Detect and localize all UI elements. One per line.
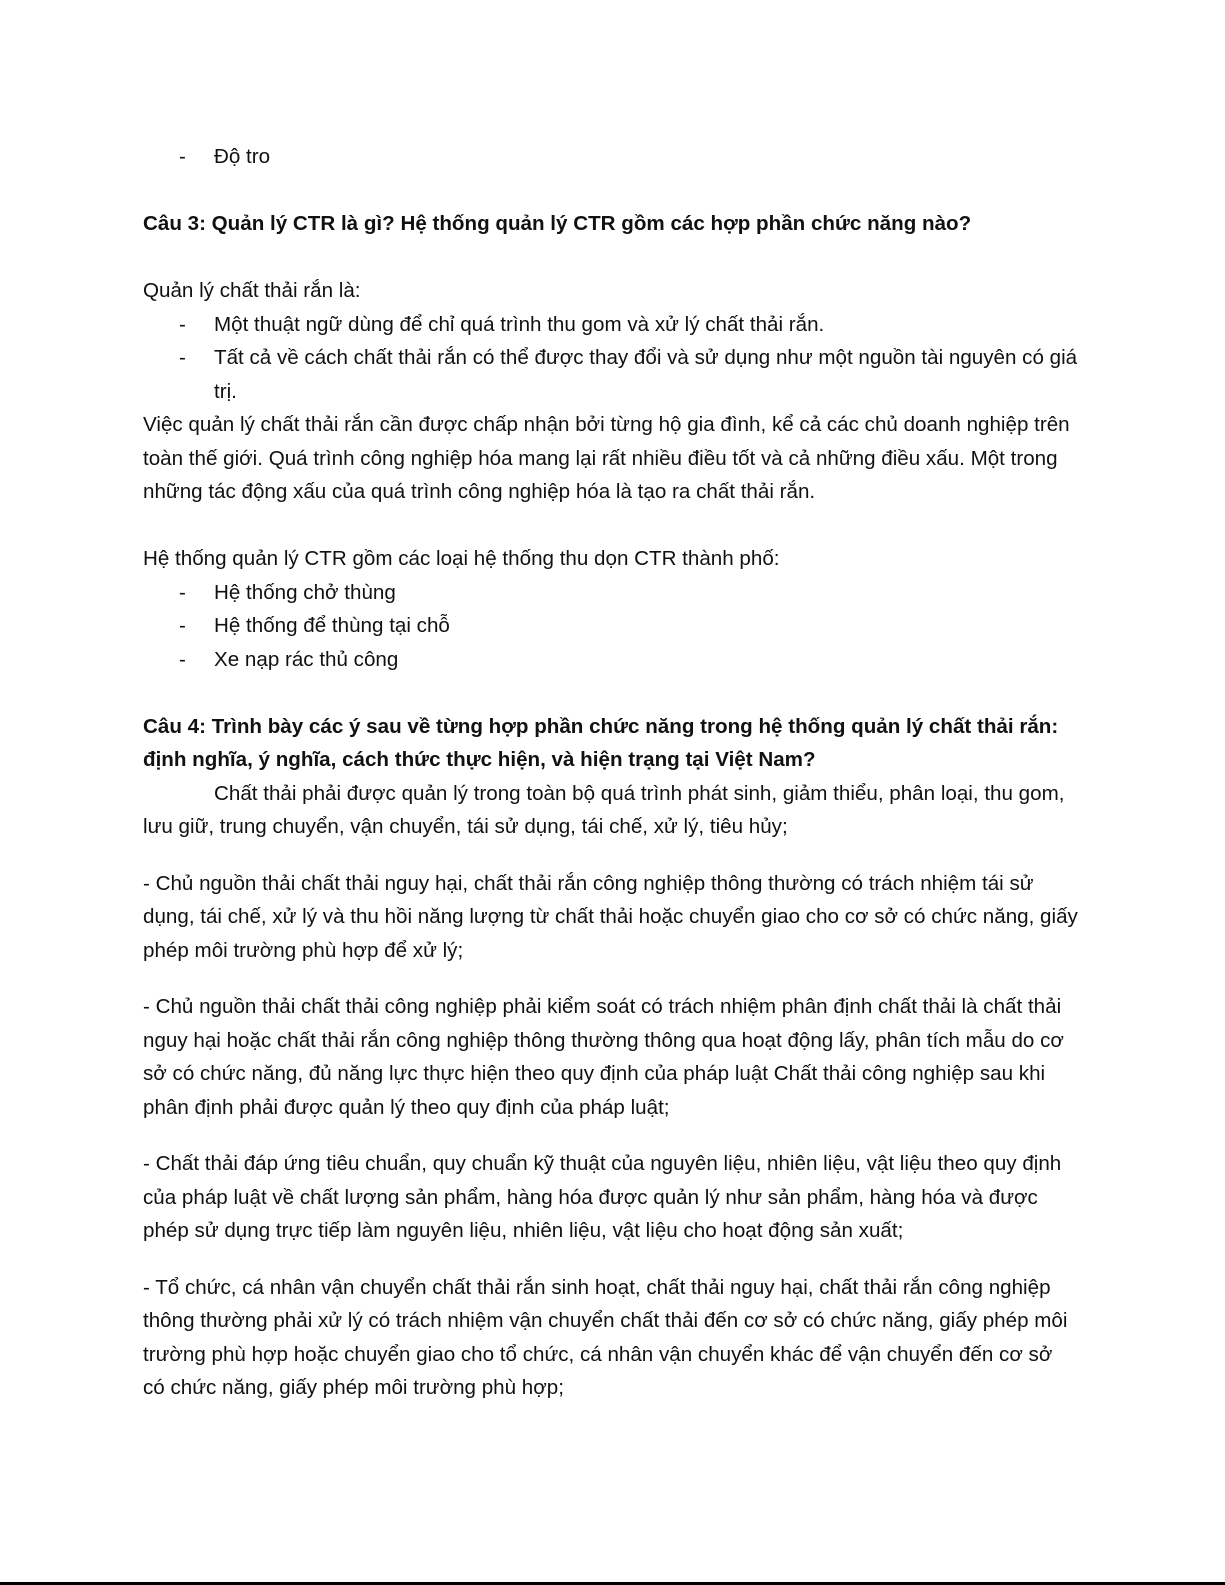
spacer — [143, 1248, 1078, 1271]
q3-intro: Quản lý chất thải rắn là: — [143, 279, 361, 302]
dash-bullet: - — [179, 580, 186, 604]
dash-bullet: - — [179, 312, 186, 336]
top-list — [143, 140, 1078, 174]
dash-bullet: - — [179, 614, 186, 637]
spacer — [143, 174, 1078, 208]
spacer — [143, 844, 1078, 867]
question-4-heading: Câu 4: Trình bày các ý sau về từng hợp phần chức năng trong hệ thống quản lý chất thải rắn: định nghĩa, ý nghĩa, cách thức thực hiện, và hiện trạng tại Việt Nam? — [143, 714, 1059, 771]
dash-bullet: - — [179, 647, 186, 671]
list-item — [143, 576, 1078, 610]
list-item — [143, 140, 1078, 174]
question-3-heading: Câu 3: Quản lý CTR là gì? Hệ thống quản lý CTR gồm các hợp phần chức năng nào? — [143, 212, 972, 235]
spacer — [143, 967, 1078, 990]
dash-bullet: - — [179, 346, 186, 369]
spacer — [143, 676, 1078, 710]
q3-system-intro: Hệ thống quản lý CTR gồm các loại hệ thống thu dọn CTR thành phố: — [143, 547, 780, 570]
list-item-text: Một thuật ngữ dùng để chỉ quá trình thu gom và xử lý chất thải rắn. — [214, 312, 825, 336]
q3-definition-list — [143, 308, 1078, 409]
list-item-text: Độ tro — [214, 145, 271, 168]
q4-paragraph: - Chủ nguồn thải chất thải công nghiệp phải kiểm soát có trách nhiệm phân định chất thải là chất thải nguy hại hoặc chất thải rắn công nghiệp thông thường thông qua hoạt động lấy, phân tích mẫu do cơ sở có chức năng, đủ năng lực thực hiện theo quy định của pháp luật Chất thải công nghiệp sau khi phân định phải được quản lý theo quy định của pháp luật; — [143, 995, 1064, 1119]
q4-paragraph: - Chủ nguồn thải chất thải nguy hại, chất thải rắn công nghiệp thông thường có trách nhiệm tái sử dụng, tái chế, xử lý và thu hồi năng lượng từ chất thải hoặc chuyển giao cho cơ sở có chức năng, giấy phép môi trường phù hợp để xử lý; — [143, 871, 1078, 962]
q3-paragraph: Việc quản lý chất thải rắn cần được chấp nhận bởi từng hộ gia đình, kể cả các chủ doanh nghiệp trên toàn thế giới. Quá trình công nghiệp hóa mang lại rất nhiều điều tốt và cả những điều xấu. Một trong những tác động xấu của quá trình công nghiệp hóa là tạo ra chất thải rắn. — [143, 413, 1070, 503]
dash-bullet: - — [179, 145, 186, 168]
spacer — [143, 509, 1078, 543]
q4-intro: Chất thải phải được quản lý trong toàn bộ quá trình phát sinh, giảm thiểu, phân loại, thu gom, lưu giữ, trung chuyển, vận chuyển, tái sử dụng, tái chế, xử lý, tiêu hủy; — [143, 781, 1065, 838]
q4-paragraph: - Tổ chức, cá nhân vận chuyển chất thải rắn sinh hoạt, chất thải nguy hại, chất thải rắn công nghiệp thông thường phải xử lý có trách nhiệm vận chuyển chất thải đến cơ sở có chức năng, giấy phép môi trường phù hợp hoặc chuyển giao cho tổ chức, cá nhân vận chuyển khác để vận chuyển đến cơ sở có chức năng, giấy phép môi trường phù hợp; — [143, 1275, 1068, 1399]
spacer — [143, 241, 1078, 275]
spacer — [143, 1124, 1078, 1147]
list-item-text: Hệ thống để thùng tại chỗ — [214, 614, 450, 637]
list-item — [143, 643, 1078, 677]
list-item — [143, 609, 1078, 643]
list-item-text: Xe nạp rác thủ công — [214, 647, 399, 671]
list-item — [143, 308, 1078, 342]
list-item-text: Tất cả về cách chất thải rắn có thể được thay đổi và sử dụng như một nguồn tài nguyên có giá trị. — [214, 346, 1078, 403]
list-item — [143, 341, 1078, 408]
document-body — [143, 140, 1078, 1405]
q3-system-list — [143, 576, 1078, 677]
list-item-text: Hệ thống chở thùng — [214, 580, 396, 604]
q4-paragraph: - Chất thải đáp ứng tiêu chuẩn, quy chuẩn kỹ thuật của nguyên liệu, nhiên liệu, vật liệu theo quy định của pháp luật về chất lượng sản phẩm, hàng hóa được quản lý như sản phẩm, hàng hóa và được phép sử dụng trực tiếp làm nguyên liệu, nhiên liệu, vật liệu cho hoạt động sản xuất; — [143, 1152, 1062, 1242]
